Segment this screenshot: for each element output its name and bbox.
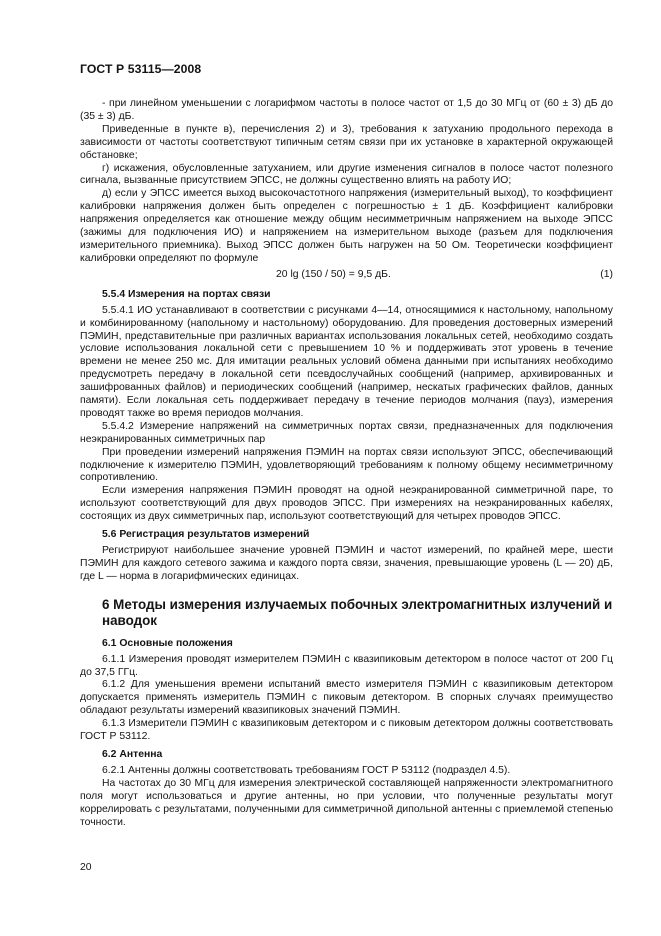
- paragraph-6-1-3: 6.1.3 Измерители ПЭМИН с квазипиковым детектором и с пиковым детектором должны соответствовать ГОСТ Р 53112.: [80, 718, 613, 743]
- paragraph-5-5-4-2: 5.5.4.2 Измерение напряжений на симметричных портах связи, предназначенных для подключения неэкранированных симметричных пар: [80, 420, 613, 445]
- paragraph-item-d: д) если у ЭПСС имеется выход высокочастотного напряжения (измерительный выход), то коэффициент калибровки напряжения должен быть определен с погрешностью ± 1 дБ. Коэффициент калибровки напряжения определяется как отношение между общим несимметричным напряжением на выходе ЭПСС (зажимы для подключения ИО) и напряжением на измерительном выходе (разъем для подключения измерительного приемника). Выход ЭПСС должен быть нагружен на 50 Ом. Теоретически коэффициент калибровки определяют по формуле: [80, 188, 613, 264]
- paragraph-linear-decrease: - при линейном уменьшении с логарифмом частоты в полосе частот от 1,5 до 30 МГц от (60 ± 3) дБ до (35 ± 3) дБ.: [80, 98, 613, 122]
- paragraph-5-5-4-1: 5.5.4.1 ИО устанавливают в соответствии с рисунками 4—14, относящимися к настольному, напольному и комбинированному (напольному и настольному) оборудованию. Для проведения достоверных измерений ПЭМИН, представительные при различных вариантах использования локальных сетей, необходимо создать условие использования локальной сети с превышением 10 % и поддерживать этот уровень в течение времени не менее 250 мс. Для имитации реальных условий обмена данными при испытаниях необходимо предусмотреть передачу в локальной сети псевдослучайных сообщений (например, архивированных и зашифрованных файлов) и периодических сообщений (например, нескатых графических файлов, данных памяти). Если локальная сеть поддерживает передачу в течение периодов молчания (пауз), измерения проводят также во время периодов молчания.: [80, 304, 613, 419]
- section-heading-5-5-4: 5.5.4 Измерения на портах связи: [102, 288, 271, 300]
- paragraph-registration: Регистрируют наибольшее значение уровней ПЭМИН и частот измерений, по крайней мере, шести ПЭМИН для каждого сетевого зажима и каждого порта связи, значения, превышающие уровень (L — 20) дБ, где L — норма в логарифмических единицах.: [80, 545, 613, 582]
- paragraph-other-antennas: На частотах до 30 МГц для измерения электрической составляющей напряженности электромагнитного поля могут использоваться и другие антенны, но при условии, что полученные результаты могут коррелировать с результатами, полученными для симметричной дипольной антенны с приемлемой степенью точности.: [80, 777, 613, 828]
- document-page: [80, 62, 613, 829]
- section-heading-6-2: 6.2 Антенна: [102, 748, 163, 760]
- paragraph-6-2-1: 6.2.1 Антенны должны соответствовать требованиям ГОСТ Р 53112 (подраздел 4.5).: [102, 764, 511, 776]
- paragraph-item-g: г) искажения, обусловленные затуханием, или другие изменения сигналов в полосе частот полезного сигнала, вызванные присутствием ЭПСС, не должны существенно влиять на работу ИО;: [80, 162, 613, 187]
- paragraph-unshielded-pairs: Если измерения напряжения ПЭМИН проводят на одной неэкранированной симметричной паре, то используют соответствующий для двух проводов ЭПСС. При измерениях на неэкранированных кабелях, состоящих из двух симметричных пар, используют соответствующий для четырех проводов ЭПСС.: [80, 485, 613, 523]
- paragraph-6-1-2: 6.1.2 Для уменьшения времени испытаний вместо измерителя ПЭМИН с квазипиковым детектором допускается применять измеритель ПЭМИН с пиковым детектором. В спорных случаях преимущество обладают результаты измерений квазипиковых значений ПЭМИН.: [80, 679, 613, 717]
- section-heading-5-6: 5.6 Регистрация результатов измерений: [102, 529, 310, 541]
- section-heading-6-1: 6.1 Основные положения: [102, 637, 233, 649]
- paragraph-epss-connection: При проведении измерений напряжения ПЭМИН на портах связи используют ЭПСС, обеспечивающий подключение к измерителю ПЭМИН, удовлетворяющий требованиям к полному общему несимметричному сопротивлению.: [80, 446, 613, 484]
- page-number: 20: [80, 862, 92, 873]
- document-header: ГОСТ Р 53115—2008: [80, 62, 202, 76]
- paragraph-requirements-note: Приведенные в пункте в), перечисления 2) и 3), требования к затуханию продольного перехода в зависимости от частоты соответствуют типичным сетям связи при их установке в характерной окружающей обстановке;: [80, 123, 613, 161]
- formula-number: (1): [600, 268, 613, 280]
- section-heading-6: 6 Методы измерения излучаемых побочных электромагнитных излучений и наводок: [102, 596, 613, 628]
- formula-1: [80, 268, 613, 284]
- paragraph-6-1-1: 6.1.1 Измерения проводят измерителем ПЭМИН с квазипиковым детектором в полосе частот от 200 Гц до 37,5 ГГц.: [80, 653, 613, 678]
- formula-expression: 20 lg (150 / 50) = 9,5 дБ.: [276, 268, 391, 280]
